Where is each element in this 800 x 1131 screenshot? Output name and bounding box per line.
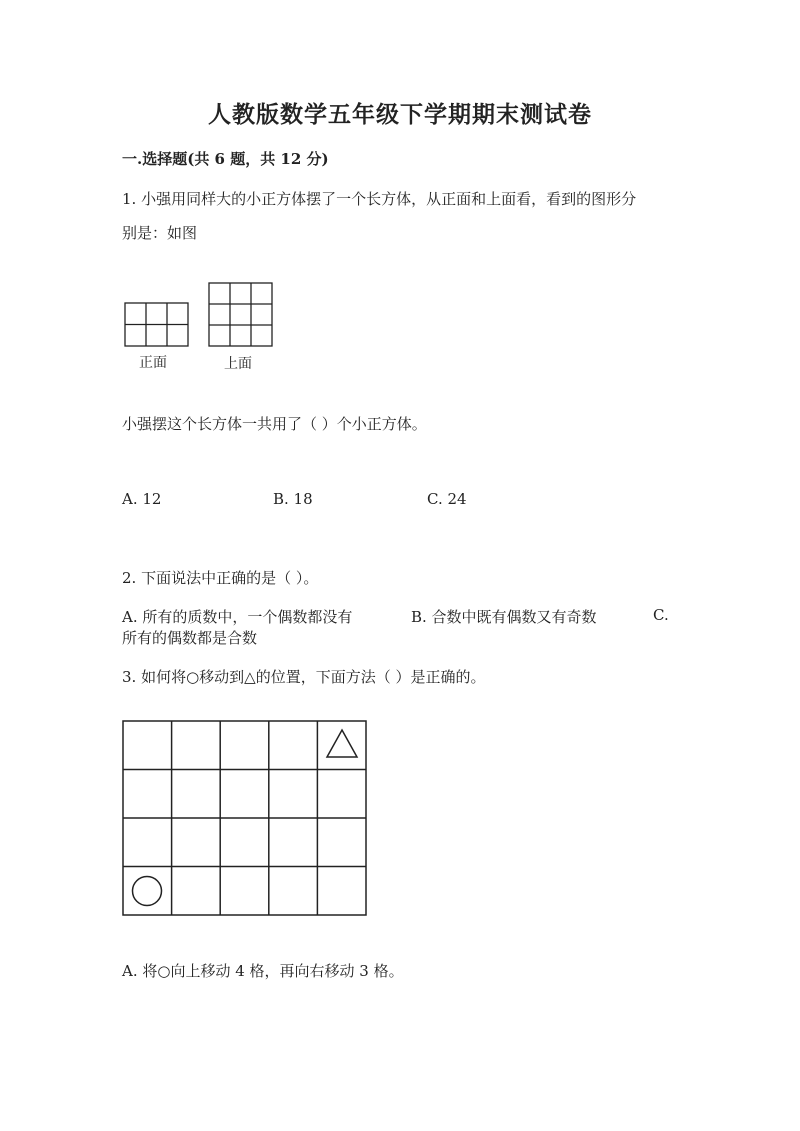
q1-option-b: B. 18 <box>273 490 313 508</box>
q2-option-a: A. 所有的质数中，一个偶数都没有 <box>122 608 353 626</box>
q1-question: 小强摆这个长方体一共用了（ ）个小正方体。 <box>122 415 427 433</box>
circle-shape <box>133 877 162 906</box>
q2-option-c-cont: 所有的偶数都是合数 <box>122 629 258 647</box>
front-view-label: 正面 <box>139 355 167 371</box>
section-heading: 一.选择题(共 6 题，共 12 分) <box>122 150 329 168</box>
top-view-figure <box>208 282 274 348</box>
triangle-shape <box>327 730 357 757</box>
page-title: 人教版数学五年级下学期期末测试卷 <box>208 101 592 128</box>
q2-stem: 2. 下面说法中正确的是（ ）。 <box>122 569 319 587</box>
q1-stem-line2: 别是：如图 <box>122 224 198 242</box>
q1-option-c: C. 24 <box>427 490 467 508</box>
q3-stem: 3. 如何将○移动到△的位置，下面方法（ ）是正确的。 <box>122 668 486 686</box>
q3-option-a: A. 将○向上移动 4 格，再向右移动 3 格。 <box>122 962 404 980</box>
front-view-figure <box>124 302 190 348</box>
q1-stem-line1: 1. 小强用同样大的小正方体摆了一个长方体，从正面和上面看，看到的图形分 <box>122 190 637 208</box>
q2-option-b: B. 合数中既有偶数又有奇数 <box>411 608 597 626</box>
top-view-label: 上面 <box>224 356 252 372</box>
q2-option-c: C. <box>653 606 669 624</box>
q1-option-a: A. 12 <box>122 490 162 508</box>
movement-grid <box>122 720 368 917</box>
